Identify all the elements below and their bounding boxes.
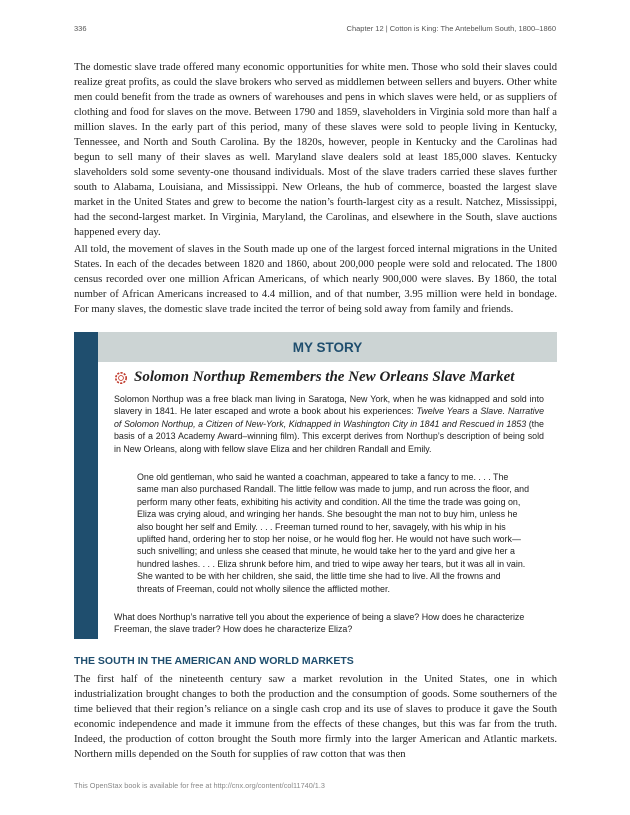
story-badge-icon [114,371,128,385]
my-story-box [74,332,557,639]
footer-note: This OpenStax book is available for free at http://cnx.org/content/col11740/1.3 [74,781,325,790]
story-question: What does Northup’s narrative tell you about the experience of being a slave? How does he characterize Freeman, the slave trader? How does he characterize Eliza? [114,612,525,635]
story-intro [114,393,544,455]
paragraph-market-revolution: The first half of the nineteenth century saw a market revolution in the United States, one in which industrialization brought changes to both the production and the consumption of goods. Some southerners of the time believed that their region’s reliance on a single cash crop and its use of slaves to produce it gave the South economic independence and made it immune from the effects of these changes, but this was far from the truth. Indeed, the production of cotton brought the South more firmly into the larger American and Atlantic markets. Northern mills depended on the South for supplies of raw cotton that was then [74,674,557,760]
chapter-title: Chapter 12 | Cotton is King: The Antebellum South, 1800–1860 [346,24,556,33]
section-heading: THE SOUTH IN THE AMERICAN AND WORLD MARKETS [74,655,354,667]
paragraph-migration: All told, the movement of slaves in the South made up one of the largest forced internal migrations in the United States. In each of the decades between 1820 and 1860, about 200,000 people were sold and relocated. The 1800 census recorded over one million African Americans, of which nearly 900,000 were slaves. By 1860, the total number of African Americans increased to 4.4 million, and of that number, 3.95 million were held in bondage. For many slaves, the domestic slave trade incited the terror of being sold away from family and friends. [74,244,557,315]
story-label: MY STORY [98,332,557,362]
story-intro-part1: Solomon Northup was a free black man living in Saratoga, New York, when he was kidnapped and sold into slavery in 1841. He later escaped and wrote a book about his experiences: [114,394,544,417]
story-title-text: Solomon Northup Remembers the New Orleans Slave Market [134,369,515,385]
book-title: Twelve Years a Slave. Narrative of Solomon Northup, a Citizen of New-York, Kidnapped in Washington City in 1841 and Rescued in 1853 [114,406,545,429]
page-number: 336 [74,24,87,33]
story-quote: One old gentleman, who said he wanted a coachman, appeared to take a fancy to me. . . . The same man also purchased Randall. The little fellow was made to jump, and run across the floor, and perform many other feats, exhibiting his activity and condition. All the time the trade was going on, Eliza was crying aloud, and wringing her hands. She besought the man not to buy him, unless he also bought her self and Emily. . . . Freeman turned round to her, savagely, with his whip in his uplifted hand, ordering her to stop her noise, or he would flog her. He would not have such work—such snivelling; and unless she ceased that minute, he would take her to the yard and give her a hundred lashes. . . . Eliza shrunk before him, and tried to wipe away her tears, but it was all in vain. She wanted to be with her children, she said, the little time she had to live. All the frowns and threats of Freeman, could not wholly silence the afflicted mother. [137,472,530,594]
story-intro-part2: (the basis of a 2013 Academy Award–winning film). This excerpt derives from Northup’s description of being sold in New Orleans, along with fellow slave Eliza and her children Randall and Emily. [114,418,544,454]
story-side-bar [74,332,98,639]
story-title [114,369,554,386]
paragraph-slave-trade: The domestic slave trade offered many economic opportunities for white men. Those who sold their slaves could realize great profits, as could the slave brokers who served as middlemen between sellers and buyers. Other white men could benefit from the trade as owners of warehouses and pens in which slaves were held, or as suppliers of clothing and food for slaves on the move. Between 1790 and 1859, slaveholders in Virginia sold more than half a million slaves. In the early part of this period, many of these slaves were sold to people living in Kentucky, Tennessee, and North and South Carolina. By the 1820s, however, people in Kentucky and the Carolinas had begun to sell many of their slaves as well. Maryland slave dealers sold at least 185,000 slaves. Kentucky slaveholders sold some seventy-one thousand individuals. Most of the slave traders carried these slaves further south to Alabama, Louisiana, and Mississippi. New Orleans, the hub of commerce, boasted the largest slave market in the United States and grew to become the nation’s fourth-largest city as a result. Natchez, Mississippi, had the second-largest market. In Virginia, Maryland, the Carolinas, and elsewhere in the South, slave auctions happened every day. [74,62,557,238]
